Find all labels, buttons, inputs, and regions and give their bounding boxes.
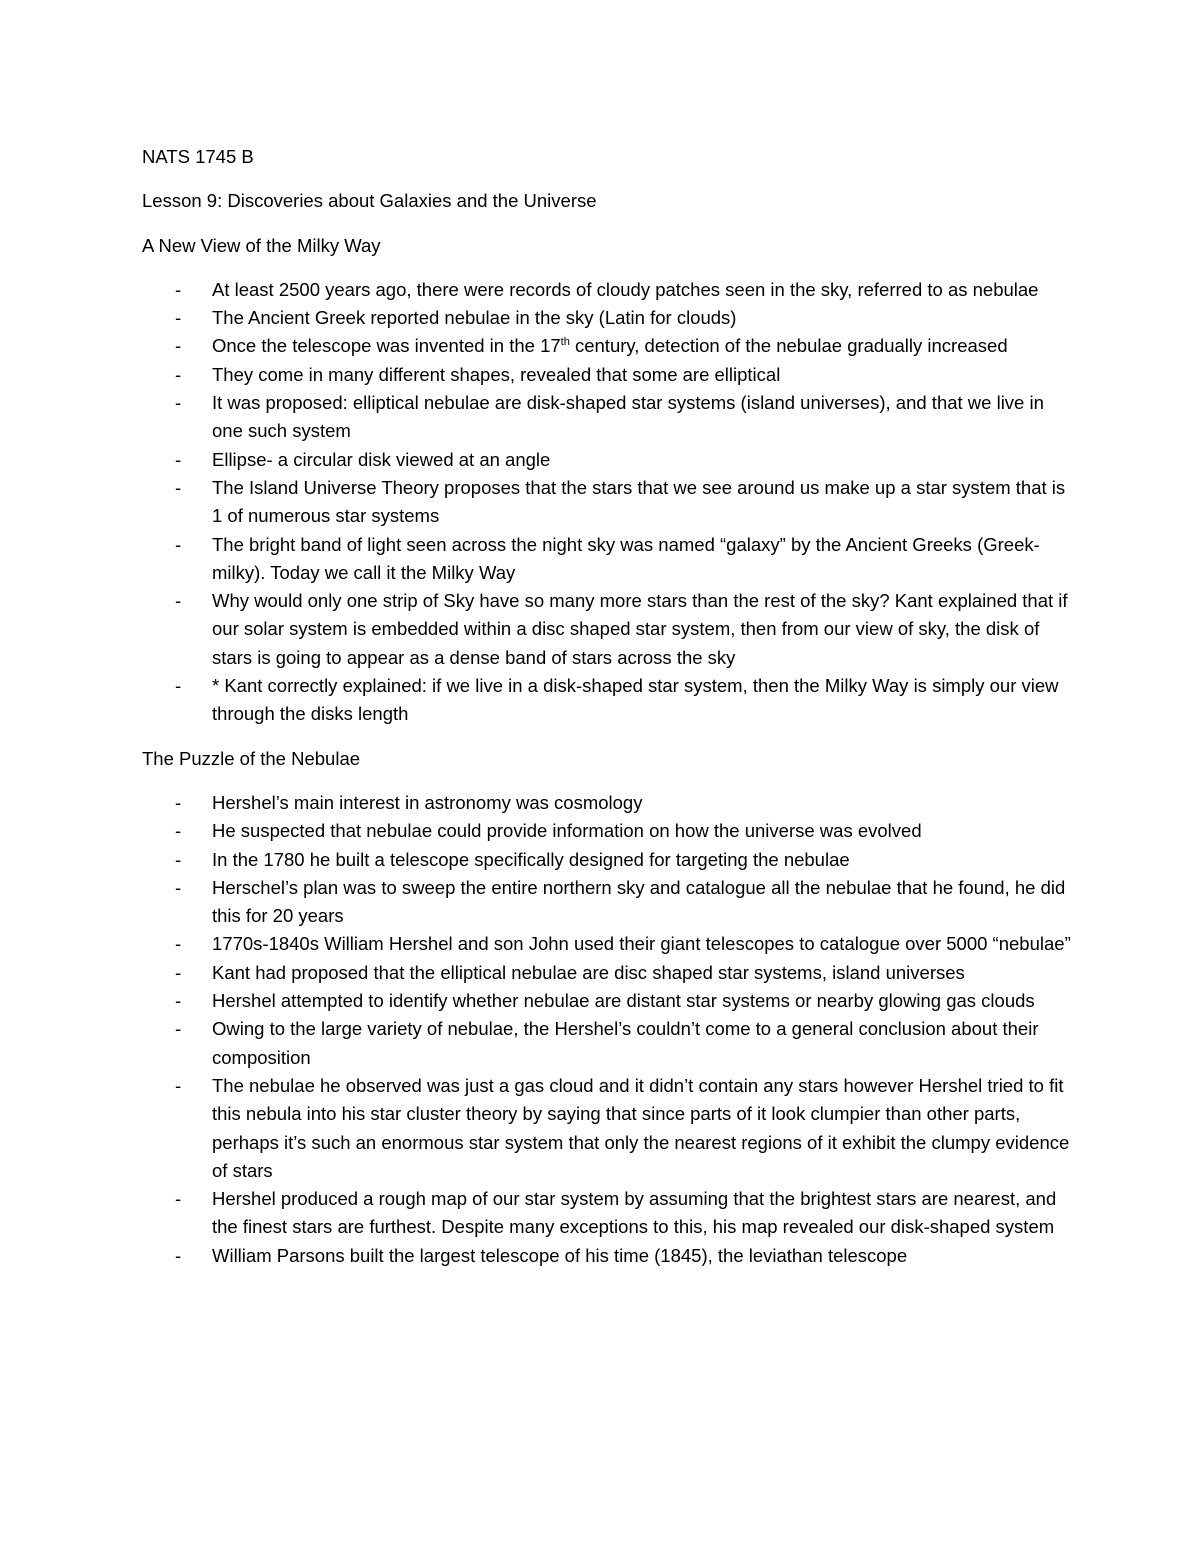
course-code: NATS 1745 B (142, 146, 254, 167)
bullet-dash: - (175, 876, 182, 898)
list-item-text: It was proposed: elliptical nebulae are disk-shaped star systems (island universes), and that we live in one such system (212, 392, 1044, 442)
list-item-text: Ellipse- a circular disk viewed at an angle (212, 448, 551, 470)
list-item (142, 389, 1072, 446)
bullet-dash: - (175, 335, 182, 357)
bullet-dash: - (175, 590, 182, 612)
bullet-dash: - (175, 1018, 182, 1040)
list-item (142, 1242, 1072, 1270)
list-item (142, 332, 1072, 360)
list-item-text: They come in many different shapes, revealed that some are elliptical (212, 363, 781, 385)
list-item (142, 1015, 1072, 1072)
bullet-list-milky-way (142, 276, 1072, 729)
list-item-text: Hershel produced a rough map of our star system by assuming that the brightest stars are nearest, and the finest stars are furthest. Despite many exceptions to this, his map revealed our disk-shaped system (212, 1188, 1057, 1238)
section-heading-milky-way: A New View of the Milky Way (142, 234, 381, 256)
list-item-text: Hershel attempted to identify whether nebulae are distant star systems or nearby glowing gas clouds (212, 990, 1035, 1012)
list-item (142, 304, 1072, 332)
list-item (142, 474, 1072, 531)
bullet-dash: - (175, 1188, 182, 1210)
list-item-text-after: century, detection of the nebulae gradually increased (569, 335, 1008, 357)
list-item-text: 1770s-1840s William Hershel and son John used their giant telescopes to catalogue over 5000 “nebulae” (212, 933, 1071, 955)
list-item (142, 276, 1072, 304)
list-item-text: The Island Universe Theory proposes that the stars that we see around us make up a star system that is 1 of numerous star systems (212, 476, 1066, 527)
list-item (142, 789, 1072, 817)
list-item (142, 846, 1072, 874)
bullet-dash: - (175, 278, 182, 300)
bullet-dash: - (175, 392, 182, 414)
lesson-title: Lesson 9: Discoveries about Galaxies and the Universe (142, 190, 597, 212)
bullet-dash: - (175, 675, 182, 697)
list-item (142, 587, 1072, 672)
list-item (142, 361, 1072, 389)
bullet-dash: - (175, 533, 182, 555)
list-item-text: * Kant correctly explained: if we live in a disk-shaped star system, then the Milky Way is simply our view through the disks length (212, 675, 1059, 725)
bullet-list-nebulae (142, 789, 1072, 1270)
list-item (142, 817, 1072, 845)
bullet-dash: - (175, 848, 182, 870)
list-item (142, 672, 1072, 729)
list-item-text: He suspected that nebulae could provide information on how the universe was evolved (212, 820, 922, 842)
list-item-text-before: Once the telescope was invented in the 17 (212, 335, 561, 357)
bullet-dash: - (175, 1244, 182, 1266)
list-item-text: William Parsons built the largest telescope of his time (1845), the leviathan telescope (212, 1244, 908, 1266)
list-item-text: Owing to the large variety of nebulae, the Hershel’s couldn’t come to a general conclusion about their composition (212, 1018, 1039, 1068)
bullet-dash: - (175, 933, 182, 955)
bullet-dash: - (175, 307, 182, 329)
bullet-dash: - (175, 363, 182, 385)
list-item-text: The nebulae he observed was just a gas cloud and it didn’t contain any stars however Hershel tried to fit this nebula into his star cluster theory by saying that since parts of it look clumpier than other parts, perhaps it’s such an enormous star system that only the nearest regions of it exhibit the clumpy evidence of stars (212, 1074, 1070, 1181)
list-item (142, 987, 1072, 1015)
bullet-dash: - (175, 791, 182, 813)
list-item-text: Kant had proposed that the elliptical nebulae are disc shaped star systems, island universes (212, 961, 965, 983)
list-item (142, 1185, 1072, 1242)
list-item (142, 959, 1072, 987)
list-item (142, 874, 1072, 931)
section-heading-nebulae: The Puzzle of the Nebulae (142, 747, 361, 769)
list-item-text: The bright band of light seen across the night sky was named “galaxy” by the Ancient Greeks (Greek- milky). Today we call it the Milky Way (212, 533, 1040, 583)
list-item (142, 446, 1072, 474)
bullet-dash: - (175, 990, 182, 1012)
list-item (142, 930, 1072, 958)
document-body (142, 143, 1072, 1286)
bullet-dash: - (175, 1074, 182, 1096)
bullet-dash: - (175, 961, 182, 983)
list-item-text: In the 1780 he built a telescope specifically designed for targeting the nebulae (212, 848, 850, 870)
list-item (142, 1072, 1072, 1185)
bullet-dash: - (175, 476, 182, 498)
ordinal-superscript: th (560, 336, 570, 349)
list-item-text: Herschel’s plan was to sweep the entire northern sky and catalogue all the nebulae that he found, he did this for 20 years (212, 876, 1066, 927)
bullet-dash: - (175, 820, 182, 842)
list-item (142, 531, 1072, 588)
list-item-text: Why would only one strip of Sky have so many more stars than the rest of the sky? Kant explained that if our solar system is embedded within a disc shaped star system, then from our view of sky, the disk of stars is going to appear as a dense band of stars across the sky (212, 590, 1068, 668)
list-item-text: The Ancient Greek reported nebulae in the sky (Latin for clouds) (212, 307, 737, 329)
list-item-text: Hershel’s main interest in astronomy was cosmology (212, 791, 643, 813)
bullet-dash: - (175, 448, 182, 470)
list-item-text: At least 2500 years ago, there were records of cloudy patches seen in the sky, referred to as nebulae (212, 278, 1039, 300)
